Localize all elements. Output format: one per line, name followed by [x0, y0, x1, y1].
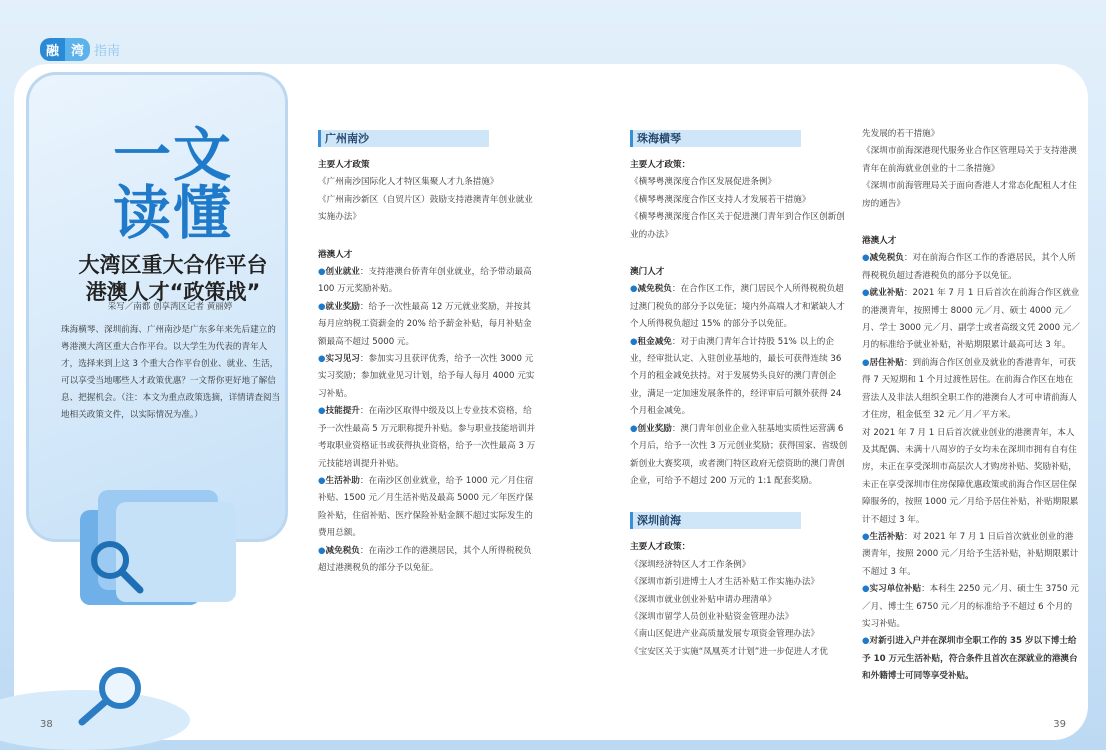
list-item: ●生活补贴：对 2021 年 7 月 1 日后首次就业创业的港澳青年，按照 2000 元／月给予生活补贴，补贴期限累计不超过 3 年。: [862, 531, 1079, 577]
section-header-hengqin: 珠海横琴: [630, 130, 848, 147]
section-header-nansha: 广州南沙: [318, 130, 536, 147]
magnifier-icon: [0, 650, 230, 750]
policy-item: 《深圳市前海管理局关于面向香港人才常态化配租人才住房的通告》: [862, 181, 1077, 209]
policy-item: 《横琴粤澳深度合作区关于促进澳门青年到合作区创新创业的办法》: [630, 212, 845, 240]
brand-label: 指南: [94, 43, 121, 59]
policy-item: 《广州南沙新区（自贸片区）鼓励支持港澳青年创业就业实施办法》: [318, 194, 533, 223]
hero-title: [58, 121, 288, 306]
folder-magnifier-icon: [70, 470, 270, 620]
policy-item: 《深圳经济特区人才工作条例》: [630, 559, 751, 570]
talent-title: 澳门人才: [630, 267, 665, 278]
page-number-left: 38: [40, 719, 53, 730]
list-item: ●就业补贴：2021 年 7 月 1 日后首次在前海合作区就业的港澳青年，按照博士 8000 元／月、硕士 4000 元／月、学士 3000 元／月、副学士或者高级文凭 2000 元／月的标准给予就业补贴，补贴期限累计最高可达 3 年。: [862, 288, 1080, 351]
intro-paragraph: 珠海横琴、深圳前海、广州南沙是广东多年来先后建立的粤港澳大湾区重大合作平台。以大学生为代表的青年人才，选择来到上这 3 个重大合作平台创业、就业、生活，可以享受当地哪些人才政策优惠？一文帮你更好地了解信息、把握机会。（注：本文为重点政策选摘，详情请查阅当地相关政策文件，以实际情况为准。）: [61, 325, 281, 420]
policy-item: 《广州南沙国际化人才特区集聚人才九条措施》: [318, 177, 499, 188]
list-item: ●实习见习：参加实习且获评优秀，给予一次性 3000 元实习奖励；参加就业见习计划，给予每人每月 4000 元实习补贴。: [318, 354, 535, 399]
list-item: ●技能提升：在南沙区取得中级及以上专业技术资格，给予一次性最高 5 万元职称提升补贴。参与职业技能培训并考取职业资格证书或获得执业资格，给予一次性最高 3 万元技能培训提升补贴。: [318, 406, 536, 469]
policy-item: 《横琴粤澳深度合作区发展促进条例》: [630, 177, 777, 188]
policy-item: 《深圳市就业创业补贴申请办理清单》: [630, 594, 777, 605]
paragraph: 对 2021 年 7 月 1 日后首次就业创业的港澳青年，本人及其配偶、未满十八周岁的子女均未在深圳市拥有自有住房，未正在享受深圳市高层次人才购房补贴、奖励补贴，未正在享受深圳市住房保障优惠政策或前海合作区居住保障服务的，按照 1000 元／月给予居住补贴，补贴期限累计不超过 3 年。: [862, 427, 1079, 525]
section-header-qianhai: 深圳前海: [630, 512, 848, 529]
policy-item: 《深圳市留学人员创业补贴资金管理办法》: [630, 611, 794, 622]
list-item: ●创业奖励：澳门青年创业企业入驻基地实质性运营满 6 个月后，给予一次性 3 万元创业奖励；获得国家、省级创新创业大赛奖项，或者澳门特区政府无偿资助的澳门青创企业，可给予不超过 200 万元的 1:1 配套奖励。: [630, 423, 848, 486]
talent-title: 港澳人才: [318, 249, 353, 260]
talent-title: 港澳人才: [862, 236, 897, 247]
list-item: ●减免税负：在南沙工作的港澳居民，其个人所得税税负超过港澳税负的部分予以免征。: [318, 545, 532, 573]
list-item: ●实习单位补贴：本科生 2250 元／月、硕士生 3750 元／月、博士生 6750 元／月的标准给予不超过 6 个月的实习补贴。: [862, 584, 1079, 629]
hero-subtitle-2: 港澳人才“政策战”: [85, 280, 261, 304]
policy-item: 《深圳市新引进博士人才生活补贴工作实施办法》: [630, 577, 820, 588]
column-brand: [40, 38, 120, 60]
policy-title: 主要人才政策: [318, 160, 370, 170]
page-number-right: 39: [1053, 719, 1066, 730]
column-hengqin: [630, 130, 848, 661]
policy-item: 《宝安区关于实施“凤凰英才计划”进一步促进人才优: [630, 646, 828, 657]
hero-subtitle-1: 大湾区重大合作平台: [78, 253, 268, 277]
list-item: ●减免税负：对在前海合作区工作的香港居民，其个人所得税税负超过香港税负的部分予以免征。: [862, 253, 1076, 281]
policy-item: 《深圳市前海深港现代服务业合作区管理局关于支持港澳青年在前海就业创业的十二条措施》: [862, 146, 1077, 174]
column-qianhai: [862, 126, 1080, 686]
list-item: ●减免税负：在合作区工作，澳门居民个人所得税税负超过澳门税负的部分予以免征；境内外高端人才和紧缺人才个人所得税负超过 15% 的部分予以免征。: [630, 284, 845, 330]
policy-item: 《横琴粤澳深度合作区支持人才发展若干措施》: [630, 194, 811, 205]
hero-line-2: 读懂: [112, 179, 233, 247]
list-item: ●就业奖励：给予一次性最高 12 万元就业奖励，并按其每月应纳税工资薪金的 20% 给予薪金补贴，每月补贴金额最高不超过 5000 元。: [318, 301, 532, 347]
brand-char-1: 融: [40, 38, 65, 61]
list-item: ●租金减免：对于由澳门青年合计持股 51% 以上的企业，经审批认定、入驻创业基地的，最长可获得连续 36 个月的租金减免扶持。对于发展势头良好的澳门青创企业，满足一定加速发展条件的，经评审后可额外获得 24 个月租金减免。: [630, 336, 842, 417]
policy-title: 主要人才政策：: [630, 160, 691, 170]
brand-char-2: 湾: [65, 38, 90, 61]
byline: 采写／南都 创享湾区记者 黄丽婷: [107, 302, 233, 312]
list-item: ●居住补贴：到前海合作区创业及就业的香港青年，可获得 7 天短期和 1 个月过渡性居住。在前海合作区在地在营法人及非法人组织全职工作的港澳台人才可申请前海人才住房，租金低至 32 元／月／平方米。: [862, 357, 1077, 421]
hero-line-1: 一文: [112, 121, 233, 189]
list-item: ●对新引进入户并在深圳市全职工作的 35 岁以下博士给予 10 万元生活补贴，符合条件且首次在深就业的港澳台和外籍博士可同等享受补贴。: [862, 636, 1078, 682]
list-item: ●生活补助：在南沙区创业就业，给予 1000 元／月住宿补贴、1500 元／月生活补贴及最高 5000 元／年医疗保险补贴，住宿补贴、医疗保险补贴金额不超过实际发生的费用总额。: [318, 475, 534, 539]
policy-title: 主要人才政策：: [630, 542, 691, 553]
list-item: ●创业就业：支持港澳台侨青年创业就业，给予带动最高 100 万元奖励补贴。: [318, 267, 532, 295]
policy-item: 先发展的若干措施》: [862, 129, 940, 139]
column-nansha: [318, 130, 536, 577]
policy-item: 《南山区促进产业高质量发展专项资金管理办法》: [630, 629, 820, 640]
